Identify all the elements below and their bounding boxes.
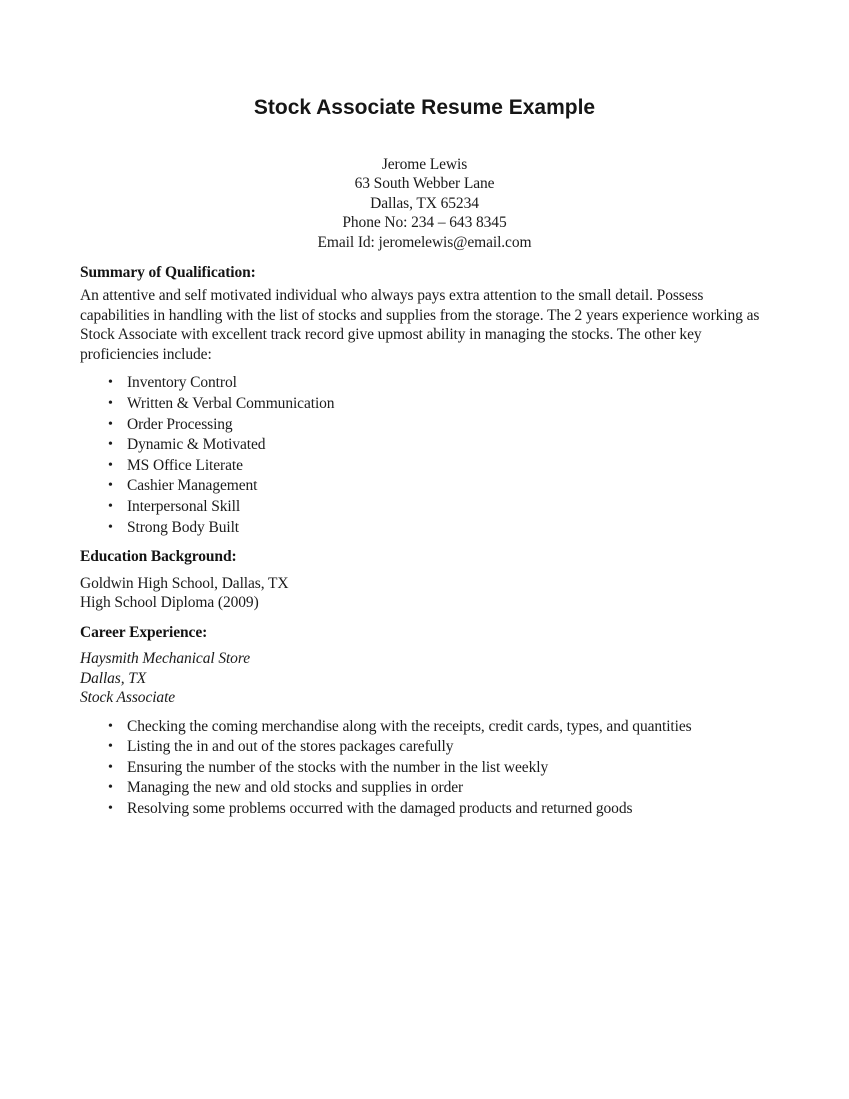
education-school: Goldwin High School, Dallas, TX — [80, 574, 289, 592]
summary-heading: Summary of Qualification: — [80, 264, 256, 282]
resume-body — [80, 263, 770, 820]
employer-block — [80, 649, 770, 708]
list-item: • Interpersonal Skill — [108, 497, 770, 518]
education-heading: Education Background: — [80, 548, 237, 566]
job-title: Stock Associate — [80, 689, 176, 707]
contact-city: Dallas, TX 65234 — [370, 194, 479, 212]
summary-paragraph: An attentive and self motivated individual who always pays extra attention to the small detail. Possess capabilities in handling with the list of stocks and supplies from the storage. The 2 years experience working as Stock Associate with excellent track record give upmost ability in managing the stocks. The other key proficiencies include: — [80, 287, 760, 363]
list-item: • Managing the new and old stocks and supplies in order — [108, 778, 770, 799]
list-item: • Inventory Control — [108, 373, 770, 394]
list-item: • Order Processing — [108, 415, 770, 436]
employer-name: Haysmith Mechanical Store — [80, 650, 250, 668]
list-item: • Resolving some problems occurred with the damaged products and returned goods — [108, 799, 770, 820]
contact-email: Email Id: jeromelewis@email.com — [317, 233, 532, 251]
employer-location: Dallas, TX — [80, 669, 147, 687]
education-details — [80, 574, 770, 613]
contact-block — [0, 155, 849, 252]
duty-list — [80, 717, 770, 820]
list-item: • Ensuring the number of the stocks with the number in the list weekly — [108, 758, 770, 779]
education-diploma: High School Diploma (2009) — [80, 594, 259, 612]
list-item: • Cashier Management — [108, 476, 770, 497]
list-item: • Checking the coming merchandise along with the receipts, credit cards, types, and quantities — [108, 717, 770, 738]
page-title: Stock Associate Resume Example — [253, 96, 596, 119]
list-item: • Listing the in and out of the stores packages carefully — [108, 737, 770, 758]
list-item: • MS Office Literate — [108, 456, 770, 477]
contact-phone: Phone No: 234 – 643 8345 — [342, 214, 507, 232]
contact-name: Jerome Lewis — [381, 156, 468, 173]
contact-street: 63 South Webber Lane — [354, 175, 495, 193]
career-heading: Career Experience: — [80, 623, 208, 641]
list-item: • Strong Body Built — [108, 518, 770, 539]
list-item: • Dynamic & Motivated — [108, 435, 770, 456]
list-item: • Written & Verbal Communication — [108, 394, 770, 415]
proficiency-list — [80, 373, 770, 538]
